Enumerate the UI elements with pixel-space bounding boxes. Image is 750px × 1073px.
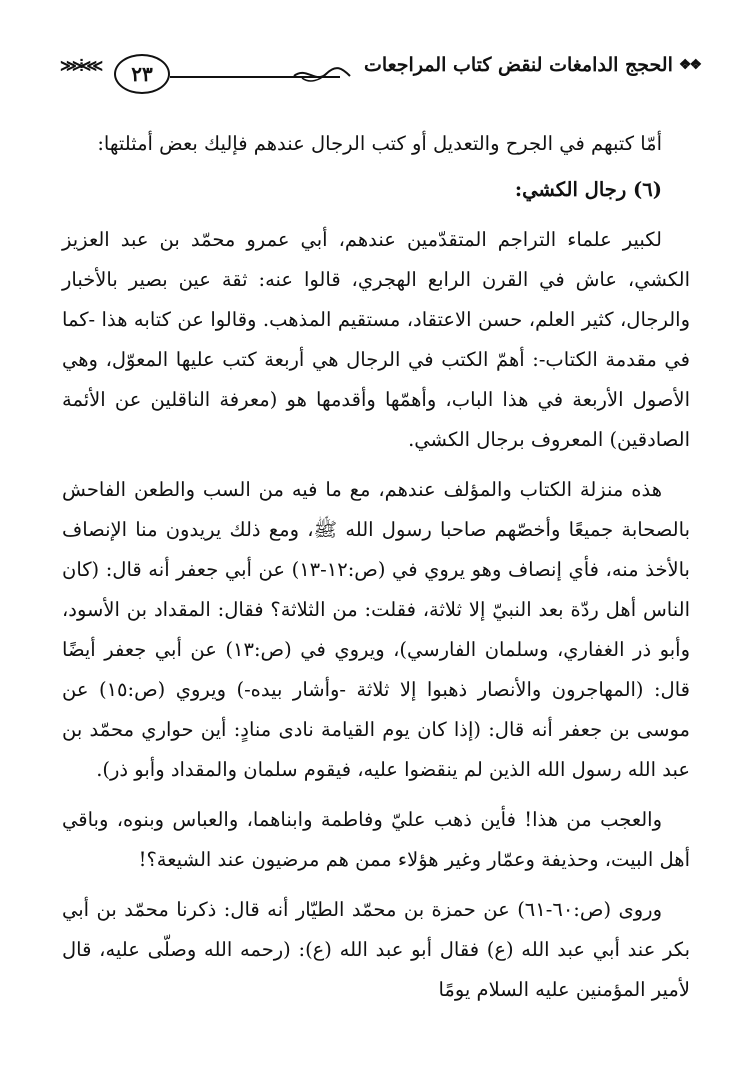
section-heading: (٦) رجال الكشي: [514,178,662,201]
paragraph-kashshi-intro: لكبير علماء التراجم المتقدّمين عندهم، أبي عمرو محمّد بن عبد العزيز الكشي، عاش في القرن الرابع الهجري، قالوا عنه: ثقة عين بصير بالأخبار والرجال، كثير العلم، حسن الاعتقاد، مستقيم المذهب. وقالوا عن كتابه هذا -كما في مقدمة الكتاب-: أهمّ الكتب في الرجال هي أربعة كتب عليها المعوّل، وهي الأصول الأربعة في هذا الباب، وأهمّها وأقدمها هو (معرفة الناقلين عن الأئمة الصادقين) المعروف برجال الكشي. [62,228,690,451]
paragraph-wonder: والعجب من هذا! فأين ذهب عليّ وفاطمة وابناهما، والعباس وبنوه، وباقي أهل البيت، وحذيفة وعمّار وغير هؤلاء ممن هم مرضيون عند الشيعة؟! [62,808,690,871]
ornament-left-icon: ⋙⦙⋘ [60,56,101,75]
paragraph-narration: وروى (ص:٦٠-٦١) عن حمزة بن محمّد الطيّار أنه قال: ذكرنا محمّد بن أبي بكر عند أبي عبد الله (ع) فقال أبو عبد الله (ع): (رحمه الله وصلّى عليه، قال لأمير المؤمنين عليه السلام يومًا [62,898,690,1001]
book-title: الحجج الدامغات لنقض كتاب المراجعات [363,54,673,76]
scroll-ornament-icon [292,64,352,86]
intro-paragraph: أمّا كتبهم في الجرح والتعديل أو كتب الرجال عندهم فإليك بعض أمثلتها: [97,132,662,155]
header-rule [170,76,340,78]
ornament-icon: ❖❖ [678,57,700,73]
running-header [60,40,700,96]
book-title-bar [364,54,700,76]
paragraph-book-status: هذه منزلة الكتاب والمؤلف عندهم، مع ما فيه من السب والطعن الفاحش بالصحابة جميعًا وأخصّهم صاحبا رسول الله ﷺ، ومع ذلك يريدون منا الإنصاف بالأخذ منه، فأي إنصاف وهو يروي في (ص:١٢-١٣) عن أبي جعفر أنه قال: (كان الناس أهل ردّة بعد النبيّ إلا ثلاثة، فقلت: من الثلاثة؟ فقال: المقداد بن الأسود، وأبو ذر الغفاري، وسلمان الفارسي)، ويروي في (ص:١٣) عن أبي جعفر أيضًا قال: (المهاجرون والأنصار ذهبوا إلا ثلاثة -وأشار بيده-) ويروي (ص:١٥) عن موسى بن جعفر أنه قال: (إذا كان يوم القيامة نادى منادٍ: أين حواري محمّد بن عبد الله رسول الله الذين لم ينقضوا عليه، فيقوم سلمان والمقداد وأبو ذر). [62,478,690,781]
page-number [114,54,170,94]
page-number-text: ٢٣ [131,62,153,86]
page-body [62,124,690,1010]
